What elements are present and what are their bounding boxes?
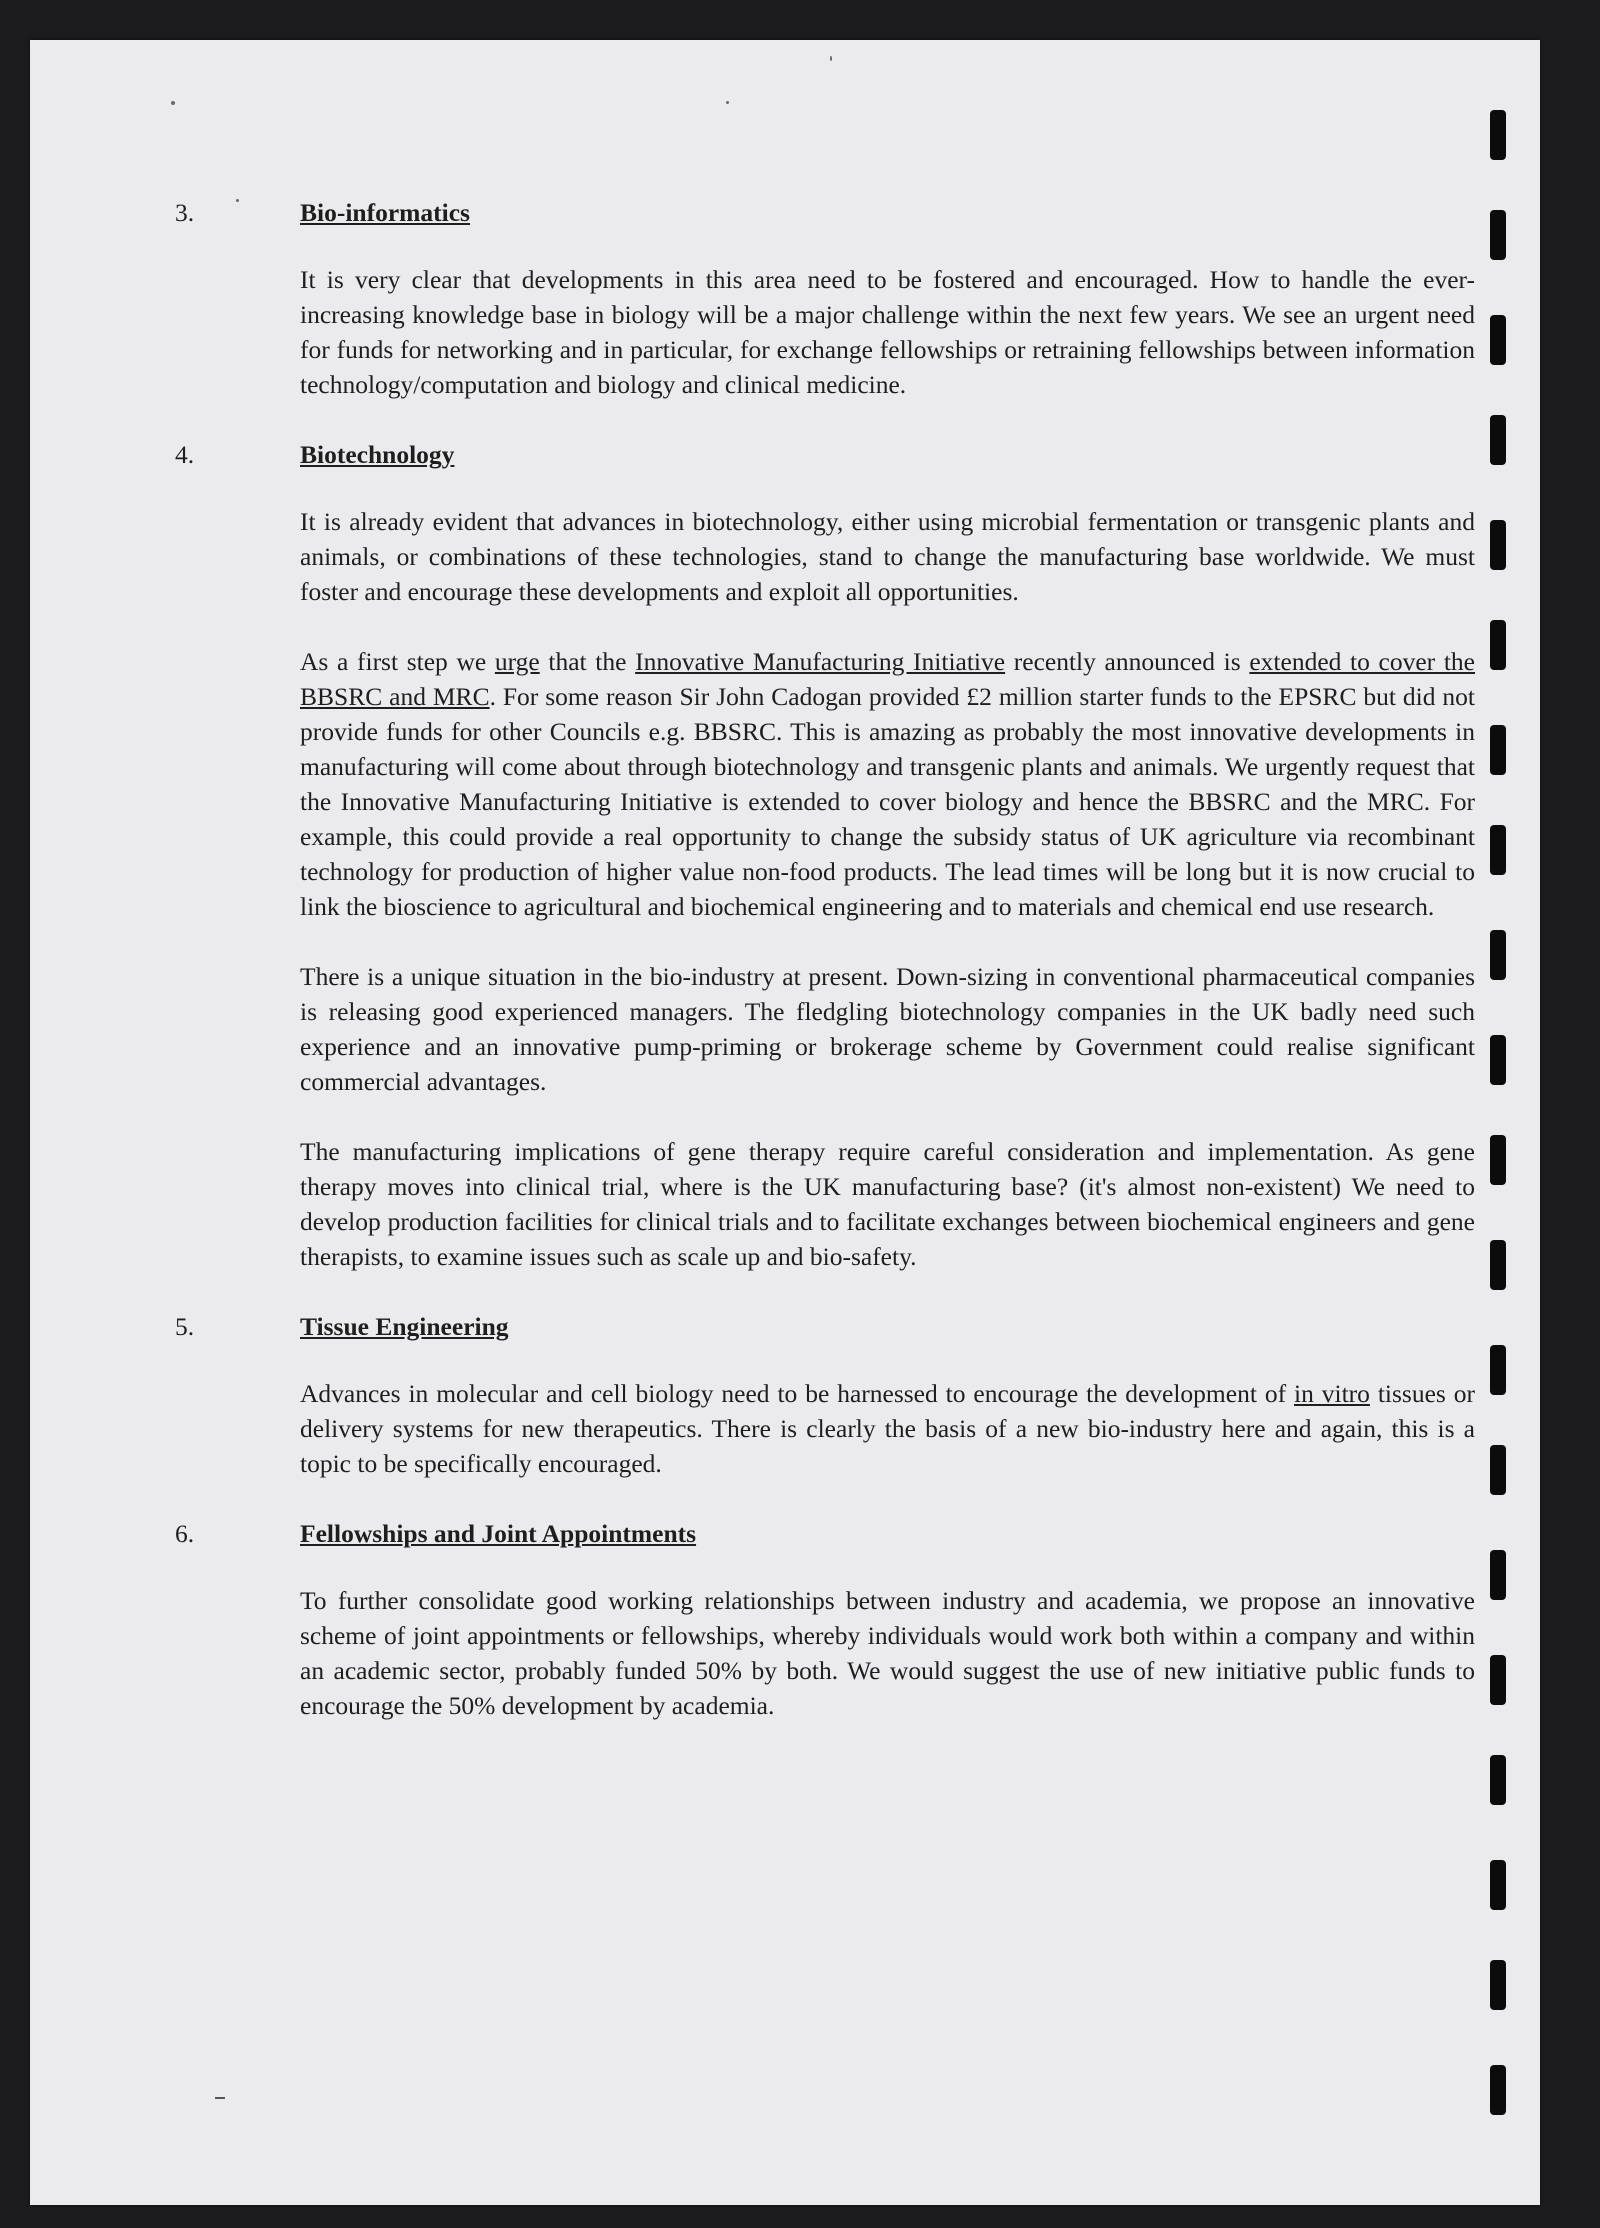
section-tissue-engineering xyxy=(175,1309,1475,1481)
underline-initiative: Innovative Manufacturing Initiative xyxy=(635,647,1006,676)
paragraph-innovative-manufacturing: As a first step we urge that the Innovative Manufacturing Initiative recently announced is extended to cover the BBSRC and MRC. For some reason Sir John Cadogan provided £2 million starter funds to the EPSRC but did not provide funds for other Councils e.g. BBSRC. This is amazing as probably the most innovative developments in manufacturing will come about through biotechnology and transgenic plants and animals. We urgently request that the Innovative Manufacturing Initiative is extended to cover biology and hence the BBSRC and the MRC. For example, this could provide a real opportunity to change the subsidy status of UK agriculture via recombinant technology for production of higher value non-food products. The lead times will be long but it is now crucial to link the bioscience to agricultural and biochemical engineering and to materials and chemical end use research. xyxy=(300,647,1475,921)
section-number: 3. xyxy=(175,198,195,227)
section-biotechnology xyxy=(175,437,1475,1274)
section-heading: Tissue Engineering xyxy=(300,1312,509,1341)
binding-marks xyxy=(1490,0,1510,2228)
paragraph: It is already evident that advances in biotechnology, either using microbial fermentation or transgenic plants and animals, or combinations of these technologies, stand to change the manufacturing base worldwide. We must foster and encourage these developments and exploit all opportunities. xyxy=(300,507,1475,606)
section-number: 6. xyxy=(175,1519,195,1548)
paragraph: To further consolidate good working relationships between industry and academia, we propose an innovative scheme of joint appointments or fellowships, whereby individuals would work both within a company and within an academic sector, probably funded 50% by both. We would suggest the use of new initiative public funds to encourage the 50% development by academia. xyxy=(300,1586,1475,1720)
section-heading: Fellowships and Joint Appointments xyxy=(300,1519,697,1548)
paragraph: Advances in molecular and cell biology need to be harnessed to encourage the development of in vitro tissues or delivery systems for new therapeutics. There is clearly the basis of a new bio-industry here and again, this is a topic to be specifically encouraged. xyxy=(300,1379,1475,1478)
paragraph: The manufacturing implications of gene therapy require careful consideration and implementation. As gene therapy moves into clinical trial, where is the UK manufacturing base? (it's almost non-existent) We need to develop production facilities for clinical trials and to facilitate exchanges between biochemical engineers and gene therapists, to examine issues such as scale up and bio-safety. xyxy=(300,1137,1475,1271)
underline-urge: urge xyxy=(494,647,540,676)
section-heading: Biotechnology xyxy=(300,440,455,469)
section-bio-informatics xyxy=(175,195,1475,402)
underline-in-vitro: in vitro xyxy=(1293,1379,1370,1408)
page-mark xyxy=(215,2097,225,2099)
section-number: 4. xyxy=(175,440,195,469)
section-fellowships xyxy=(175,1516,1475,1723)
paragraph: It is very clear that developments in this area need to be fostered and encouraged. How to handle the ever-increasing knowledge base in biology will be a major challenge within the next few years. We see an urgent need for funds for networking and in particular, for exchange fellowships or retraining fellowships between information technology/computation and biology and clinical medicine. xyxy=(300,265,1475,399)
document-body xyxy=(175,195,1475,1758)
section-heading: Bio-informatics xyxy=(300,198,470,227)
paragraph: There is a unique situation in the bio-industry at present. Down-sizing in conventional pharmaceutical companies is releasing good experienced managers. The fledgling biotechnology companies in the UK badly need such experience and an innovative pump-priming or brokerage scheme by Government could realise significant commercial advantages. xyxy=(300,962,1475,1096)
section-number: 5. xyxy=(175,1312,195,1341)
underline-extended: extended to cover the BBSRC and MRC xyxy=(300,647,1475,711)
